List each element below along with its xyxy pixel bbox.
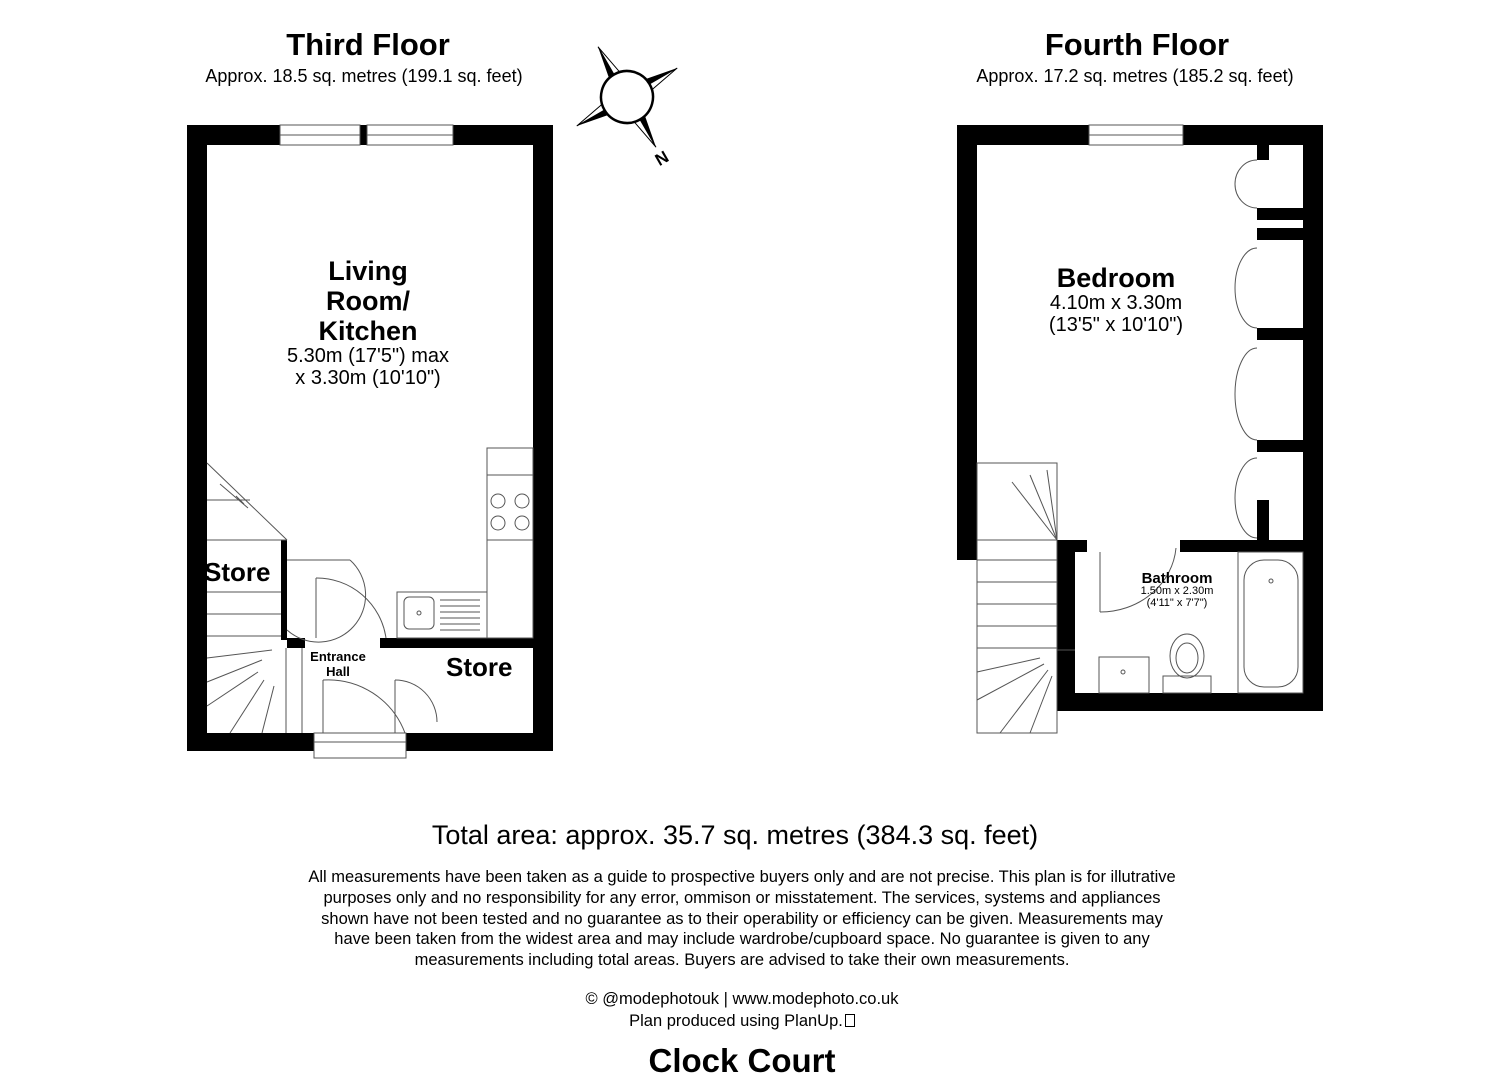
third-floor-staircase [207,463,302,733]
third-floor-wall-left [187,125,207,751]
bathtub-icon [1238,552,1303,693]
third-floor-wall-bottom-left [187,733,314,751]
entrance-hall-name-line2: Hall [326,664,350,679]
compass-rose [548,18,706,176]
hob-ring [491,516,505,530]
bathroom-name: Bathroom [1141,570,1213,587]
disclaimer-line: shown have not been tested and no guarantee as to their operability or efficiency can be given. Measurements may [321,909,1163,928]
fourth-floor-bath-wall-stub [1057,540,1087,552]
third-floor-wall-bottom-right [406,733,553,751]
bathroom-dim-line2: (4'11" x 7'7") [1146,596,1208,609]
planup-mark-icon [845,1014,855,1027]
credit-line: © @modephotouk | www.modephoto.co.uk [585,990,899,1008]
bathroom-label [1117,571,1237,609]
disclaimer-line: purposes only and no responsibility for any error, ommison or misstatement. The services, systems and appliances [323,888,1161,907]
third-floor-window [280,125,453,145]
hob-ring [491,494,505,508]
bathroom-dim-line1: 1.50m x 2.30m [1140,585,1214,597]
fourth-floor-wall-left [957,125,977,560]
bedroom-name: Bedroom [1056,263,1176,293]
disclaimer-line: All measurements have been taken as a guide to prospective buyers only and are not precise. This plan is for illutrative [308,868,1176,886]
disclaimer [192,867,1292,971]
disclaimer-line: measurements including total areas. Buyers are advised to take their own measurements. [414,951,1070,970]
fourth-floor-area: Approx. 17.2 sq. metres (185.2 sq. feet) [976,66,1294,86]
living-room-label [248,258,488,390]
fourth-floor-title: Fourth Floor [1044,27,1230,62]
toilet-icon [1163,676,1211,693]
fourth-floor-window [1089,125,1183,145]
fourth-floor-bath-wall-left [1057,540,1075,711]
hob-ring [515,494,529,508]
entrance-hall-name-line1: Entrance [310,649,366,664]
entrance-hall-label [298,650,378,678]
total-area: Total area: approx. 35.7 sq. metres (384.3 sq. feet) [431,820,1039,850]
produced-text: Plan produced using PlanUp. [629,1012,843,1030]
living-room-name-line2: Room/ [326,286,410,316]
third-floor-hall-door [287,560,386,642]
store-right-label: Store [446,652,513,682]
property-name: Clock Court [648,1042,836,1079]
third-floor-store-wall [380,638,533,648]
fourth-floor-bath-wall-top [1180,540,1323,552]
living-room-dim-line1: 5.30m (17'5") max [286,345,450,367]
fourth-floor-wall-bottom [1057,693,1323,711]
bedroom-label [1006,265,1226,337]
sink-icon [404,597,434,629]
living-room-name-line3: Kitchen [318,316,418,346]
produced-line [442,1012,1042,1031]
living-room-dim-line2: x 3.30m (10'10") [295,367,441,390]
living-room-name-line1: Living [328,256,408,286]
bedroom-dim-line1: 4.10m x 3.30m [1049,292,1183,314]
bedroom-dim-line2: (13'5" x 10'10") [1048,314,1184,337]
fourth-floor-wardrobes [1235,145,1303,540]
store-left-label: Store [204,557,271,587]
third-floor-title: Third Floor [286,27,450,62]
third-floor-stair-post [281,540,287,640]
basin-icon [1099,657,1149,693]
disclaimer-line: have been taken from the widest area and may include wardrobe/cupboard space. No guarantee is given to any [334,930,1150,949]
compass-north-label: N [651,147,672,170]
third-floor-kitchen-units [397,448,533,638]
fourth-floor-plan [957,125,1323,733]
third-floor-wall-right [533,125,553,751]
hob-ring [515,516,529,530]
third-floor-area: Approx. 18.5 sq. metres (199.1 sq. feet) [205,66,523,86]
fourth-floor-wall-right [1303,125,1323,711]
